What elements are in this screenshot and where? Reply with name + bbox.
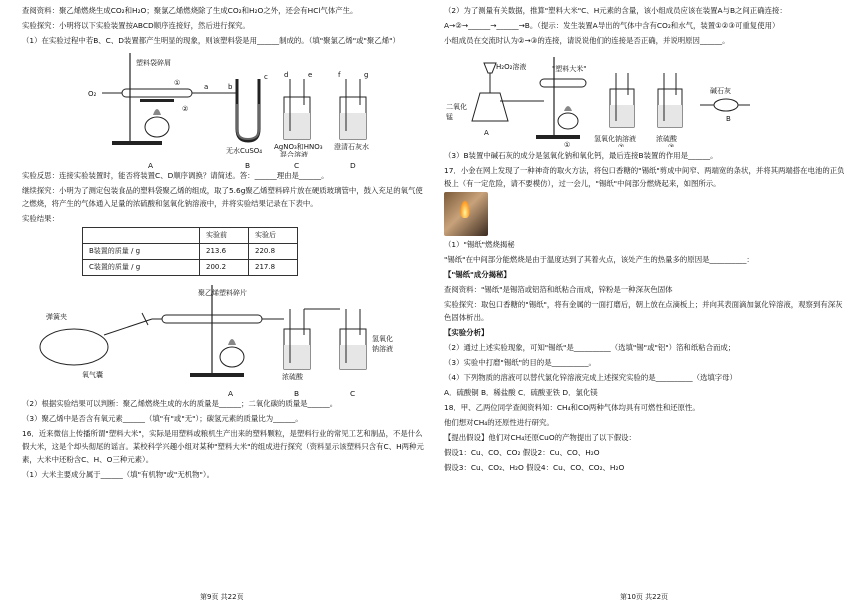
label-f: f	[338, 71, 341, 79]
text-paragraph: 实验反思：连接实验装置时，能否将装置C、D顺序调换？请简述。答：______理由是______。	[22, 171, 329, 180]
answer-options: A．硫酸铜 B．稀盐酸 C．硫酸亚铁 D．氯化镁	[444, 388, 598, 397]
label-naoh-2: 钠溶液	[372, 345, 393, 353]
label-oxygen-bag: 氧气囊	[82, 371, 103, 379]
label-h2o2-solution: H₂O₂溶液	[496, 63, 527, 71]
table-header-row	[83, 228, 298, 244]
text-paragraph: （3）B装置中碱石灰的成分是氢氧化钠和氧化钙，最后连接B装置的作用是______。	[444, 151, 718, 160]
section-heading: 【实验分析】	[444, 328, 489, 337]
label-soda-lime: 碱石灰	[710, 87, 731, 95]
label-g: g	[364, 71, 369, 79]
label-a: a	[204, 83, 209, 91]
table-row	[83, 244, 298, 260]
caption-c: C	[350, 389, 356, 398]
label-spring-clamp: 弹簧夹	[46, 313, 67, 321]
caption-b: B	[726, 115, 731, 123]
section-heading: 【"锡纸"成分揭秘】	[444, 270, 511, 279]
table-row	[83, 260, 298, 276]
label-polyethylene-chips: 聚乙烯塑料碎片	[198, 289, 247, 297]
right-column	[444, 4, 849, 476]
table-header-cell: 实验后	[249, 228, 298, 244]
label-mno2-1: 二氧化	[446, 103, 467, 111]
caption-d: D	[350, 161, 356, 170]
table-cell: B装置的质量 / g	[83, 244, 200, 260]
text-paragraph: （2）为了测量有关数据，推算"塑料大米"C、H元素的含量，该小组成员应该在装置A与B之间正确连接：	[444, 6, 787, 15]
text-paragraph: （2）根据实验结果可以判断：聚乙烯燃烧生成的水的质量是______；二氧化碳的质量是______。	[22, 399, 338, 408]
left-column	[22, 4, 427, 483]
page-number-left: 第9页 共22页	[200, 593, 244, 601]
label-e: e	[308, 71, 313, 79]
oxygen-bag-apparatus-diagram	[22, 279, 427, 385]
caption-circle-2: ②	[618, 143, 625, 147]
label-plastic-bag-chips: 塑料袋碎屑	[136, 59, 171, 67]
table-cell: 200.2	[200, 260, 249, 276]
caption-b: B	[294, 389, 300, 398]
label-o2: O₂	[88, 90, 97, 98]
text-paragraph: 假设3：Cu、CO₂、H₂O 假设4：Cu、CO、CO₂、H₂O	[444, 463, 625, 472]
text-paragraph: 他们想对CH₄的还原性进行研究。	[444, 418, 554, 427]
text-paragraph: 实验探究：小明将以下实验装置按ABCD顺序连接好，然后进行探究。	[22, 21, 250, 30]
table-cell: 217.8	[249, 260, 298, 276]
label-circle-1: ①	[174, 79, 181, 87]
label-agno3: AgNO₃和HNO₃	[274, 143, 323, 151]
table-cell: C装置的质量 / g	[83, 260, 200, 276]
caption-b: B	[245, 161, 251, 170]
rice-apparatus-diagram	[444, 49, 849, 147]
text-paragraph: 实验结果：	[22, 214, 59, 223]
label-b: b	[228, 83, 233, 91]
caption-circle-1: ①	[564, 141, 571, 147]
text-paragraph: （1）"锡纸"燃烧揭秘	[444, 240, 515, 249]
text-paragraph: （2）通过上述实验现象，可知"锡纸"是__________（选填"锡"或"铝"）箔和纸粘合而成；	[444, 343, 736, 352]
text-paragraph: "锡纸"在中间部分能燃烧是由于温度达到了其着火点，该处产生的热量多的原因是__________：	[444, 255, 754, 264]
label-conc-sulfuric-acid: 浓硫酸	[282, 373, 303, 381]
label-mixed-solution: 混合溶液	[280, 151, 308, 157]
label-naoh-1: 氢氧化	[372, 335, 393, 343]
text-paragraph: （3）聚乙烯中是否含有氧元素______（填"有"或"无"）；碳氢元素的质量比为______。	[22, 414, 303, 423]
table-header-cell	[83, 228, 200, 244]
caption-c: C	[294, 161, 300, 170]
text-paragraph: A→②→______→______→B。（提示：发生装置A导出的气体中含有CO₂和水气，装置①②③可重复使用）	[444, 21, 780, 30]
label-conc-sulfuric-acid: 浓硫酸	[656, 135, 677, 143]
text-paragraph: 实验探究：取包口香糖的"锡纸"，将有金属的一面打磨后，朝上放在点滴板上；并向其表面滴加氯化锌溶液，观察到有深灰色固体析出。	[444, 300, 843, 322]
label-limewater: 澄清石灰水	[334, 143, 369, 151]
label-d: d	[284, 71, 289, 79]
flame-icon	[460, 200, 470, 218]
page-number-right: 第10页 共22页	[620, 593, 669, 601]
rice-apparatus-figure	[444, 49, 849, 147]
apparatus-figure-abcd	[22, 49, 427, 157]
text-paragraph: 17．小金在网上发现了一种神奇的取火方法，将包口香糖的"锡纸"剪成中间窄、两端宽的条状，并将其两端搭在电池的正负极上（有一定危险，请不要模仿），过一会儿，"锡纸"中间部分燃烧起来，如图所示。	[444, 166, 845, 188]
label-cuso4: 无水CuSO₄	[226, 147, 263, 155]
text-paragraph: 小组成员在交流时认为②→③的连接，请说说他们的连接是否正确，并说明原因______。	[444, 36, 730, 45]
text-paragraph: 查阅资料："锡纸"是锡箔或铝箔和纸粘合而成，锌粉是一种深灰色固体	[444, 285, 673, 294]
text-paragraph: （1）大米主要成分属于______（填"有机物"或"无机物"）。	[22, 470, 214, 479]
caption-a: A	[484, 129, 489, 137]
figure-captions	[22, 159, 427, 169]
text-paragraph: （1）在实验过程中若B、C、D装置都产生明显的现象，则该塑料袋是用______制成的。（填"聚氯乙烯"或"聚乙烯"）	[22, 36, 400, 45]
text-paragraph: （3）实验中打磨"锡纸"的目的是__________。	[444, 358, 596, 367]
apparatus-diagram	[22, 49, 427, 157]
text-paragraph: 查阅资料：聚乙烯燃烧生成CO₂和H₂O；聚氯乙烯燃烧除了生成CO₂和H₂O之外，还会有HCl气体产生。	[22, 6, 358, 15]
text-paragraph: 假设1：Cu、CO、CO₂ 假设2：Cu、CO、H₂O	[444, 448, 600, 457]
tin-foil-burning-photo	[444, 192, 488, 236]
table-cell: 213.6	[200, 244, 249, 260]
label-naoh-solution: 氢氧化钠溶液	[594, 135, 636, 143]
caption-circle-3: ③	[668, 143, 675, 147]
label-mno2-2: 锰	[446, 113, 453, 121]
text-paragraph: 继续探究：小明为了测定包装食品的塑料袋聚乙烯的组成，取了5.6g聚乙烯塑料碎片放在硬质玻璃管中，鼓入充足的氧气使之燃烧，将产生的气体通入足量的浓硫酸和氢氧化钠溶液中，并将实验结果记录在下表中。	[22, 186, 423, 208]
caption-a: A	[148, 161, 154, 170]
results-table	[82, 227, 298, 276]
label-plastic-rice: "塑料大米"	[552, 65, 587, 73]
apparatus-figure-2	[22, 279, 427, 385]
label-circle-2: ②	[182, 105, 189, 113]
figure-captions	[22, 387, 427, 397]
label-c: c	[264, 73, 268, 81]
text-paragraph: 【提出假设】他们对CH₄还原CuO的产物提出了以下假设：	[444, 433, 636, 442]
table-header-cell: 实验前	[200, 228, 249, 244]
text-paragraph: 16．近来微信上传播所谓"塑料大米"，实际是用塑料或粮机生产出来的塑料颗粒，是塑料行业的常见工艺和制品，不是什么假大米，这是个却头彻尾的谣言。某校科学兴趣小组对某种"塑料大米"的组成进行探究（资料显示该塑料只含有C、H两种元素，大米中还粉含C、H、O三种元素）。	[22, 429, 424, 464]
table-cell: 220.8	[249, 244, 298, 260]
text-paragraph: （4）下列物质的溶液可以替代氯化锌溶液完成上述探究实验的是__________（选填字母）	[444, 373, 737, 382]
caption-a: A	[228, 389, 234, 398]
text-paragraph: 18．甲、乙两位同学查阅资料知：CH₄和CO两种气体均具有可燃性和还原性。	[444, 403, 700, 412]
